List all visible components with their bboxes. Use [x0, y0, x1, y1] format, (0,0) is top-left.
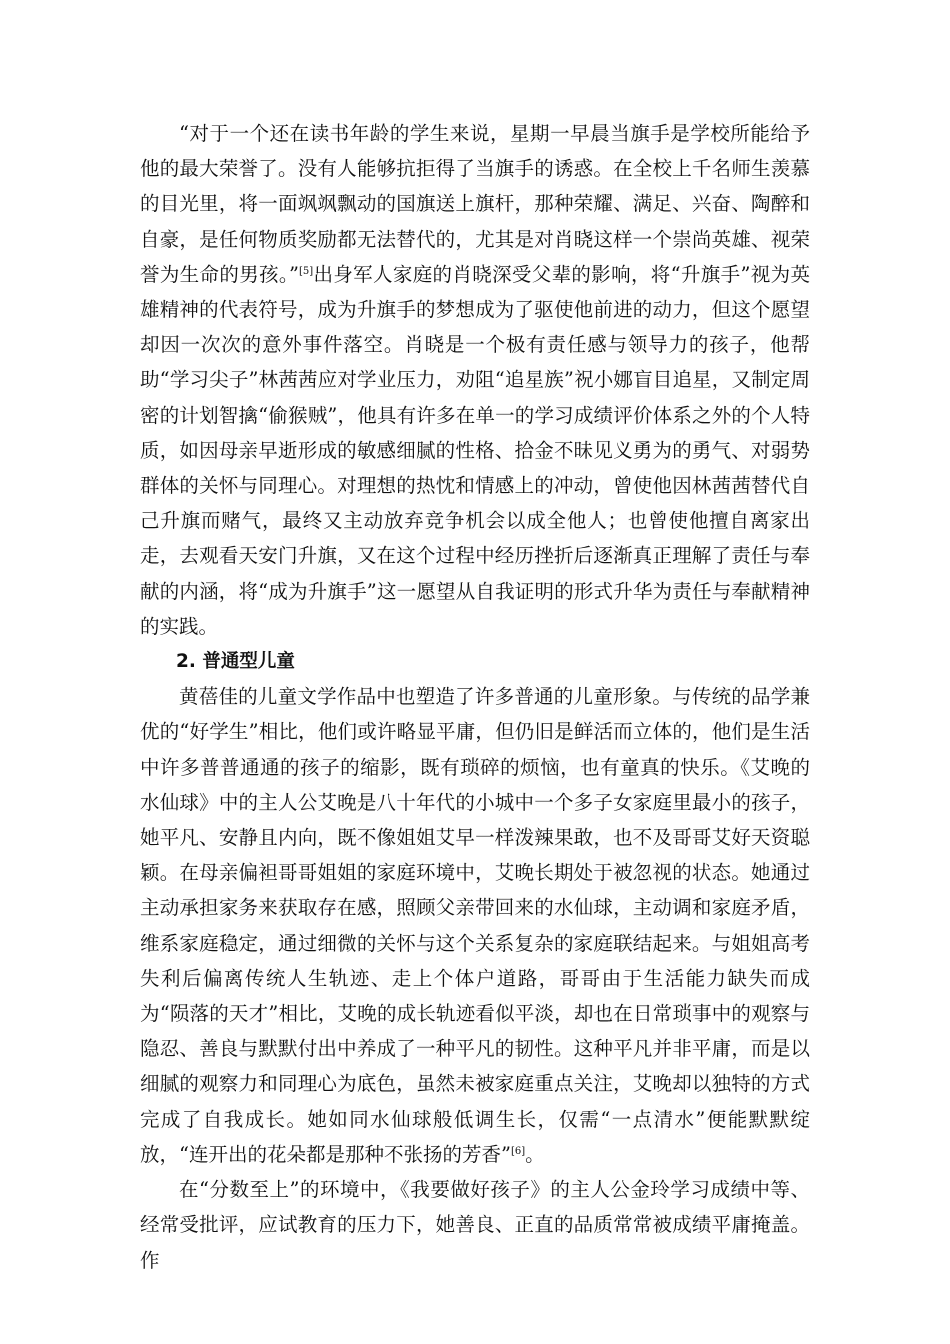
body-text — [140, 116, 810, 1278]
citation-6: [6] — [510, 1145, 526, 1157]
paragraph-text: 黄蓓佳的儿童文学作品中也塑造了许多普通的儿童形象。与传统的品学兼优的“好学生”相比，他们或许略显平庸，但仍旧是鲜活而立体的，他们是生活中许多普普通通的孩子的缩影，既有琐碎的烦恼，也有童真的快乐。《艾晚的水仙球》中的主人公艾晚是八十年代的小城中一个多子女家庭里最小的孩子，她平凡、安静且内向，既不像姐姐艾早一样泼辣果敢，也不及哥哥艾好天资聪颖。在母亲偏袒哥哥姐姐的家庭环境中，艾晚长期处于被忽视的状态。她通过主动承担家务来获取存在感，照顾父亲带回来的水仙球，主动调和家庭矛盾，维系家庭稳定，通过细微的关怀与这个关系复杂的家庭联结起来。与姐姐高考失利后偏离传统人生轨迹、走上个体户道路，哥哥由于生活能力缺失而成为“陨落的天才”相比，艾晚的成长轨迹看似平淡，却也在日常琐事中的观察与隐忍、善良与默默付出中养成了一种平凡的韧性。这种平凡并非平庸，而是以细腻的观察力和同理心为底色，虽然未被家庭重点关注，艾晚却以独特的方式完成了自我成长。她如同水仙球般低调生长，仅需“一点清水”便能默默绽放，“连开出的花朵都是那种不张扬的芳香” — [140, 685, 810, 1166]
paragraph-xiaoxiao — [140, 116, 810, 644]
paragraph-text: 出身军人家庭的肖晓深受父辈的影响，将“升旗手”视为英雄精神的代表符号，成为升旗手的梦想成为了驱使他前进的动力，但这个愿望却因一次次的意外事件落空。肖晓是一个极有责任感与领导力的孩子，他帮助“学习尖子”林茜茜应对学业压力，劝阻“追星族”祝小娜盲目追星，又制定周密的计划智擒“偷猴贼”，他具有许多在单一的学习成绩评价体系之外的个人特质，如因母亲早逝形成的敏感细腻的性格、拾金不昧见义勇为的勇气、对弱势群体的关怀与同理心。对理想的热忱和情感上的冲动，曾使他因林茜茜替代自己升旗而赌气，最终又主动放弃竞争机会以成全他人；也曾使他擅自离家出走，去观看天安门升旗，又在这个过程中经历挫折后逐渐真正理解了责任与奉献的内涵，将“成为升旗手”这一愿望从自我证明的形式升华为责任与奉献精神的实践。 — [140, 262, 810, 638]
citation-5: [5] — [298, 265, 314, 277]
quote-text: “对于一个还在读书年龄的学生来说，星期一早晨当旗手是学校所能给予他的最大荣誉了。没有人能够抗拒得了当旗手的诱惑。在全校上千名师生羡慕的目光里，将一面飒飒飘动的国旗送上旗杆，那种荣耀、满足、兴奋、陶醉和自豪，是任何物质奖励都无法替代的，尤其是对肖晓这样一个崇尚英雄、视荣誉为生命的男孩。” — [140, 122, 810, 286]
section-heading: 2. 普通型儿童 — [176, 651, 295, 673]
paragraph-jinling: 在“分数至上”的环境中，《我要做好孩子》的主人公金玲学习成绩中等、经常受批评，应试教育的压力下，她善良、正直的品质常常被成绩平庸掩盖。作 — [140, 1178, 810, 1272]
paragraph-end: 。 — [525, 1142, 545, 1166]
paragraph-aiwan — [140, 679, 810, 1172]
